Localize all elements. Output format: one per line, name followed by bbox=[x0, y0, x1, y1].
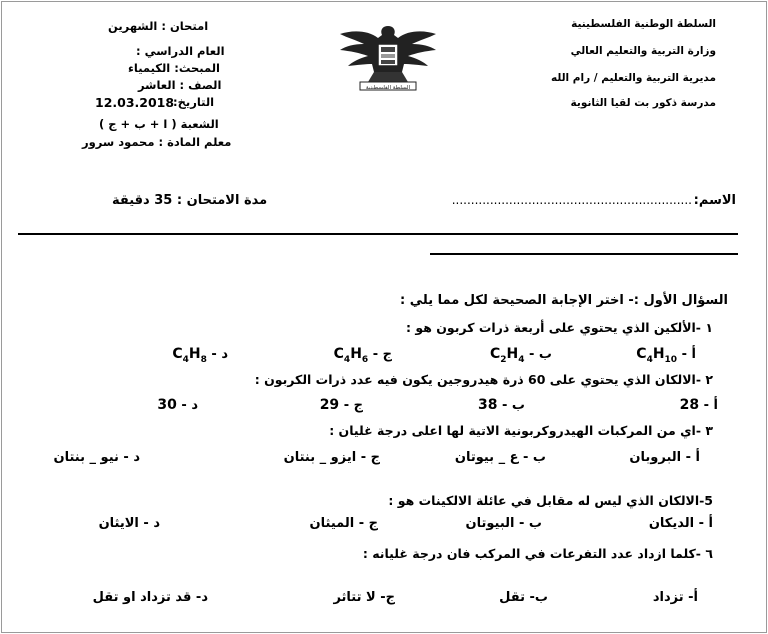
teacher: معلم المادة : محمود سرور bbox=[82, 135, 232, 149]
q3-option-b[interactable]: ب - ع _ بيوتان bbox=[454, 450, 546, 465]
question-1: ١ -الألكين الذي يحتوي على أربعة ذرات كربون هو : bbox=[406, 320, 713, 335]
section: الشعبة ( ا + ب + ج ) bbox=[99, 117, 219, 131]
eagle-emblem-icon bbox=[338, 20, 438, 92]
q5-option-d[interactable]: د - الايثان bbox=[98, 516, 160, 531]
question-3: ٣ -اي من المركبات الهيدروكربونية الاتية لها اعلى درجة غليان : bbox=[329, 423, 713, 438]
q6-option-c[interactable]: ج- لا تتاثر bbox=[333, 590, 395, 605]
q6-option-b[interactable]: ب- تقل bbox=[499, 590, 548, 605]
authority-line: السلطة الوطنية الفلسطينية bbox=[571, 18, 716, 30]
directorate-line: مديرية التربية والتعليم / رام الله bbox=[550, 72, 716, 84]
date-value: 12.03.2018 bbox=[95, 95, 175, 110]
q3-option-c[interactable]: ج - ايزو _ بنتان bbox=[283, 450, 380, 465]
ministry-line: وزارة التربية والتعليم العالي bbox=[570, 45, 716, 57]
q5-option-b[interactable]: ب - البيوتان bbox=[465, 516, 542, 531]
q2-option-a[interactable]: أ - 28 bbox=[679, 397, 718, 413]
q6-option-d[interactable]: د- قد تزداد او تقل bbox=[92, 590, 208, 605]
subject: المبحث: الكيمياء bbox=[128, 61, 220, 75]
logo-caption: السلطة الفلسطينية bbox=[365, 85, 411, 91]
question-5: 5-الالكان الذي ليس له مقابل في عائلة الالكينات هو : bbox=[388, 493, 713, 508]
date-label: التاريخ: bbox=[173, 95, 215, 109]
q1-option-b[interactable]: ب - $C_2H_4$ bbox=[489, 346, 552, 365]
question-2: ٢ -الالكان الذي يحتوي على 60 ذرة هيدروجين يكون فيه عدد ذرات الكربون : bbox=[254, 372, 713, 387]
q1-option-c[interactable]: ج - $C_4H_6$ bbox=[333, 346, 392, 365]
q2-option-d[interactable]: د - 30 bbox=[157, 397, 198, 413]
divider-top bbox=[18, 233, 738, 235]
q1-option-d[interactable]: د - $C_4H_8$ bbox=[172, 346, 228, 365]
exam-title: امتحان : الشهرين bbox=[108, 19, 209, 33]
school-line: مدرسة ذكور بت لقيا الثانوية bbox=[570, 97, 716, 109]
academic-year: العام الدراسي : bbox=[136, 44, 225, 58]
exam-duration: مدة الامتحان : 35 دقيقة bbox=[112, 193, 268, 208]
q1-option-a[interactable]: أ - $C_4H_{10}$ bbox=[636, 346, 696, 365]
q3-option-d[interactable]: د - نيو _ بنتان bbox=[53, 450, 140, 465]
q5-option-a[interactable]: أ - الديكان bbox=[648, 516, 713, 531]
grade: الصف : العاشر bbox=[138, 78, 222, 92]
q2-option-b[interactable]: ب - 38 bbox=[477, 397, 525, 413]
name-label: الاسم: bbox=[693, 193, 736, 208]
section-title: السؤال الأول :- اختر الإجابة الصحيحة لكل مما يلي : bbox=[400, 293, 728, 308]
name-input[interactable]: ............................................................... bbox=[451, 193, 692, 207]
divider-short bbox=[430, 253, 738, 255]
question-6: ٦ -كلما ازداد عدد التفرعات في المركب فان درجة غليانه : bbox=[362, 546, 713, 561]
q6-option-a[interactable]: أ- تزداد bbox=[652, 590, 698, 605]
q3-option-a[interactable]: أ - البروبان bbox=[629, 450, 700, 465]
q2-option-c[interactable]: ج - 29 bbox=[319, 397, 363, 413]
q5-option-c[interactable]: ج - الميثان bbox=[309, 516, 378, 531]
